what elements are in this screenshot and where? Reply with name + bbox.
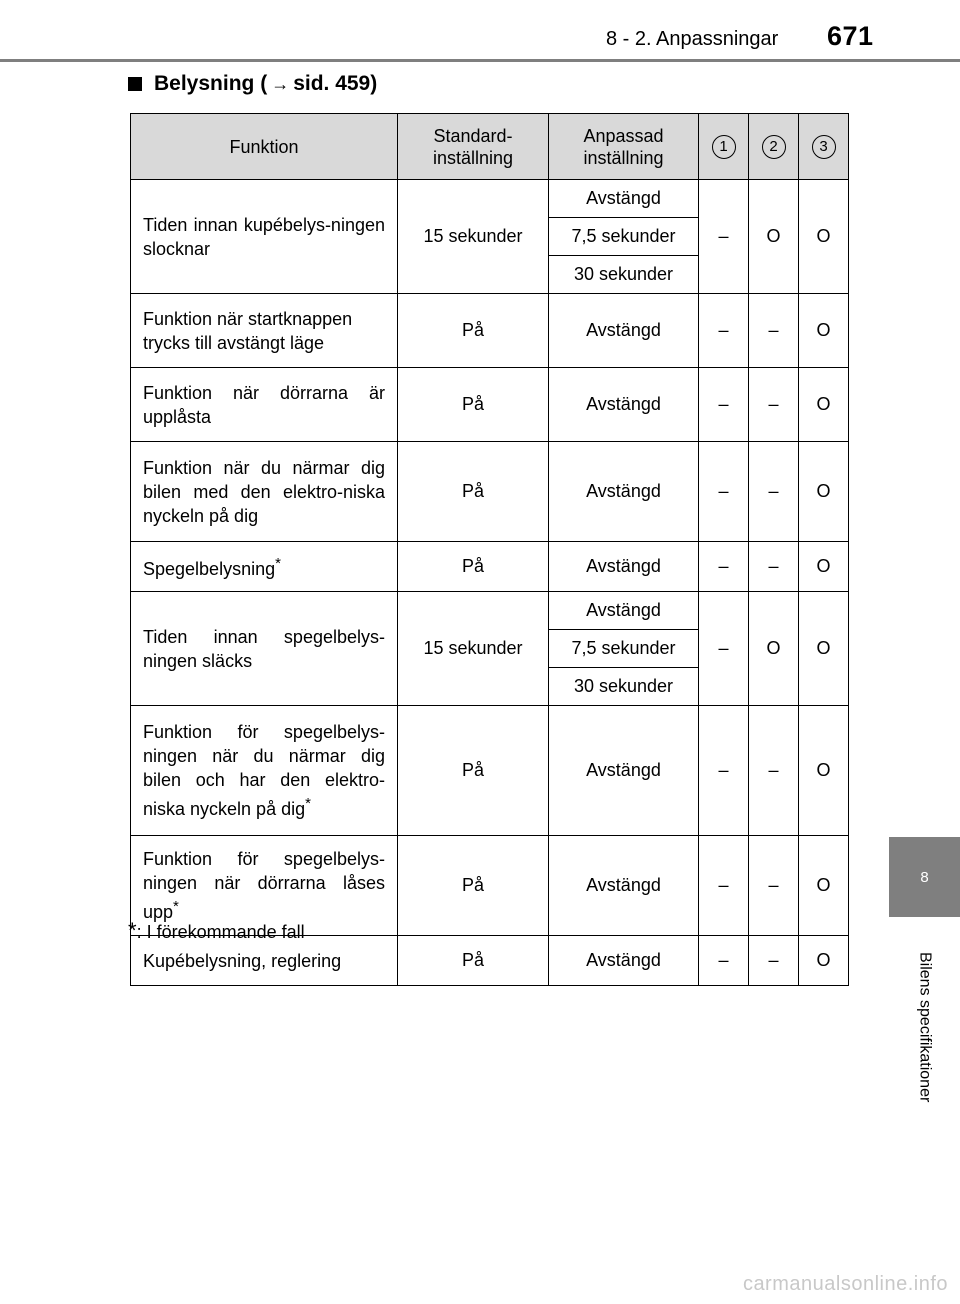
- col-3-cell: O: [799, 706, 849, 836]
- option-cell: 30 sekunder: [549, 668, 699, 706]
- col-2-cell: –: [749, 294, 799, 368]
- default-cell: På: [398, 442, 549, 542]
- header-col-2: [749, 114, 799, 180]
- function-cell: Tiden innan spegelbelys-ningen släcks: [131, 592, 398, 706]
- option-cell: Avstängd: [549, 706, 699, 836]
- option-cell: 7,5 sekunder: [549, 218, 699, 256]
- section-page-ref: sid. 459): [293, 72, 378, 95]
- col-3-cell: O: [799, 368, 849, 442]
- option-cell: 7,5 sekunder: [549, 630, 699, 668]
- table-row: [131, 294, 849, 368]
- col-1-cell: –: [699, 294, 749, 368]
- col-3-cell: O: [799, 442, 849, 542]
- footnote-text: : I förekommande fall: [136, 922, 305, 942]
- circled-3-icon: 3: [812, 135, 836, 159]
- side-tab-number: 8: [889, 837, 960, 917]
- table-row: [131, 592, 849, 630]
- function-cell: Funktion när startknappen trycks till avstängt läge: [131, 294, 398, 368]
- col-3-cell: O: [799, 180, 849, 294]
- default-cell: På: [398, 836, 549, 936]
- header-col-1: [699, 114, 749, 180]
- table-row: [131, 368, 849, 442]
- chapter-title: 8 - 2. Anpassningar: [606, 28, 779, 50]
- function-cell: Funktion när dörrarna är upplåsta: [131, 368, 398, 442]
- col-1-cell: –: [699, 442, 749, 542]
- table-row: [131, 706, 849, 836]
- col-2-cell: –: [749, 368, 799, 442]
- col-3-cell: O: [799, 294, 849, 368]
- default-cell: På: [398, 542, 549, 592]
- header-custom: Anpassad inställning: [549, 114, 699, 180]
- section-heading: [128, 72, 377, 96]
- default-cell: På: [398, 294, 549, 368]
- col-1-cell: –: [699, 368, 749, 442]
- default-cell: På: [398, 936, 549, 986]
- settings-table: [130, 113, 849, 986]
- default-cell: På: [398, 368, 549, 442]
- function-cell: Tiden innan kupébelys-ningen slocknar: [131, 180, 398, 294]
- side-tab: [889, 917, 960, 1137]
- option-cell: Avstängd: [549, 542, 699, 592]
- option-cell: Avstängd: [549, 294, 699, 368]
- default-cell: 15 sekunder: [398, 180, 549, 294]
- col-1-cell: –: [699, 592, 749, 706]
- arrow-right-icon: →: [271, 73, 290, 94]
- function-cell: Funktion när du närmar dig bilen med den elektro-niska nyckeln på dig: [131, 442, 398, 542]
- option-cell: Avstängd: [549, 592, 699, 630]
- col-2-cell: –: [749, 936, 799, 986]
- col-2-cell: –: [749, 542, 799, 592]
- col-1-cell: –: [699, 836, 749, 936]
- option-cell: Avstängd: [549, 836, 699, 936]
- table-row: [131, 442, 849, 542]
- watermark: carmanualsonline.info: [742, 1273, 948, 1295]
- col-1-cell: –: [699, 936, 749, 986]
- header-default: Standard- inställning: [398, 114, 549, 180]
- option-cell: Avstängd: [549, 442, 699, 542]
- function-cell: Spegelbelysning*: [131, 542, 398, 592]
- footnote-star: *: [305, 795, 311, 812]
- function-cell: Kupébelysning, reglering: [131, 936, 398, 986]
- table-row: [131, 542, 849, 592]
- col-1-cell: –: [699, 706, 749, 836]
- function-cell: Funktion för spegelbelys-ningen när dörrarna låses upp*: [131, 836, 398, 936]
- side-tab-label: Bilens specifikationer: [916, 951, 934, 1103]
- col-2-cell: –: [749, 836, 799, 936]
- option-cell: Avstängd: [549, 368, 699, 442]
- col-2-cell: –: [749, 442, 799, 542]
- page-number: 671: [827, 21, 874, 51]
- footnote: [128, 918, 305, 948]
- option-cell: 30 sekunder: [549, 256, 699, 294]
- col-1-cell: –: [699, 180, 749, 294]
- footnote-star: *: [173, 898, 179, 915]
- table-header-row: [131, 114, 849, 180]
- col-3-cell: O: [799, 836, 849, 936]
- table-row: [131, 836, 849, 936]
- function-cell: Funktion för spegelbelys-ningen när du närmar dig bilen och har den elektro-niska nyckeln på dig*: [131, 706, 398, 836]
- col-2-cell: –: [749, 706, 799, 836]
- footnote-star: *: [275, 555, 281, 572]
- table-row: [131, 180, 849, 218]
- header-col-3: [799, 114, 849, 180]
- circled-2-icon: 2: [762, 135, 786, 159]
- col-3-cell: O: [799, 592, 849, 706]
- col-3-cell: O: [799, 936, 849, 986]
- option-cell: Avstängd: [549, 180, 699, 218]
- footnote-star: *: [128, 918, 137, 943]
- square-bullet-icon: [128, 77, 142, 91]
- col-2-cell: O: [749, 180, 799, 294]
- col-1-cell: –: [699, 542, 749, 592]
- col-3-cell: O: [799, 542, 849, 592]
- option-cell: Avstängd: [549, 936, 699, 986]
- default-cell: På: [398, 706, 549, 836]
- header-function: Funktion: [131, 114, 398, 180]
- circled-1-icon: 1: [712, 135, 736, 159]
- section-title: Belysning (: [154, 72, 268, 95]
- default-cell: 15 sekunder: [398, 592, 549, 706]
- col-2-cell: O: [749, 592, 799, 706]
- header-divider: [0, 59, 960, 62]
